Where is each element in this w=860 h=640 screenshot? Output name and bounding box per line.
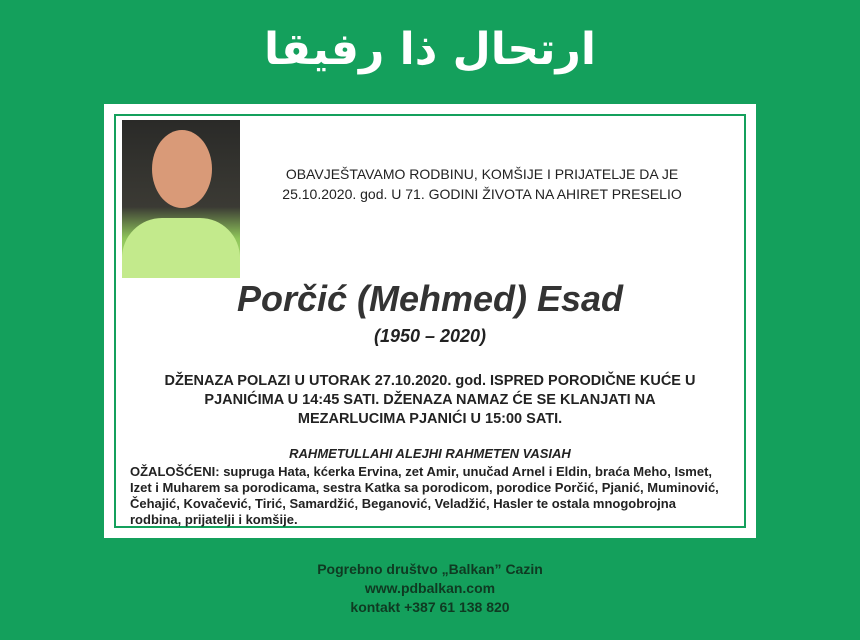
- mourners-text: supruga Hata, kćerka Ervina, zet Amir, unučad Arnel i Eldin, braća Meho, Ismet, Izet i Muharem sa porodicama, sestra Katka sa porodicom, porodice Porčić, Pjanić, Muminović, Čehajić, Kovačević, Tirić, Samardžić, Beganović, Veladžić, Hasler te ostala mnogobrojna rodbina, prijatelji i komšije.: [130, 464, 719, 527]
- janaza-line-3: MEZARLUCIMA PJANIĆI U 15:00 SATI.: [297, 411, 563, 427]
- announcement-intro: [252, 164, 712, 204]
- portrait-photo: [122, 120, 240, 278]
- card-border: [114, 114, 746, 528]
- intro-line-2: 25.10.2020. god. U 71. GODINI ŽIVOTA NA AHIRET PRESELIO: [282, 186, 682, 202]
- intro-line-1: OBAVJEŠTAVAMO RODBINU, KOMŠIJE I PRIJATELJE DA JE: [285, 166, 679, 182]
- obituary-card: [104, 104, 756, 538]
- life-years: (1950 – 2020): [373, 326, 487, 346]
- mourners-label: OŽALOŠĆENI:: [130, 464, 220, 479]
- funeral-home-footer: [0, 560, 860, 617]
- arabic-calligraphy-header: ارتحال ذا رفيقا: [264, 24, 596, 75]
- janaza-line-2: PJANIĆIMA U 14:45 SATI. DŽENAZA NAMAZ ĆE SE KLANJATI NA: [204, 392, 656, 408]
- photo-shirt: [122, 218, 240, 278]
- janaza-line-1: DŽENAZA POLAZI U UTORAK 27.10.2020. god. ISPRED PORODIČNE KUĆE U: [164, 373, 696, 389]
- deceased-name: Porčić (Mehmed) Esad: [236, 278, 624, 319]
- prayer-line: RAHMETULLAHI ALEJHI RAHMETEN VASIAH: [289, 446, 571, 461]
- company-website[interactable]: www.pdbalkan.com: [364, 580, 496, 596]
- mourners-list: [130, 464, 730, 528]
- funeral-details: [136, 372, 724, 429]
- company-contact: kontakt +387 61 138 820: [350, 599, 510, 615]
- company-name: Pogrebno društvo „Balkan” Cazin: [317, 561, 543, 577]
- photo-face: [152, 130, 212, 208]
